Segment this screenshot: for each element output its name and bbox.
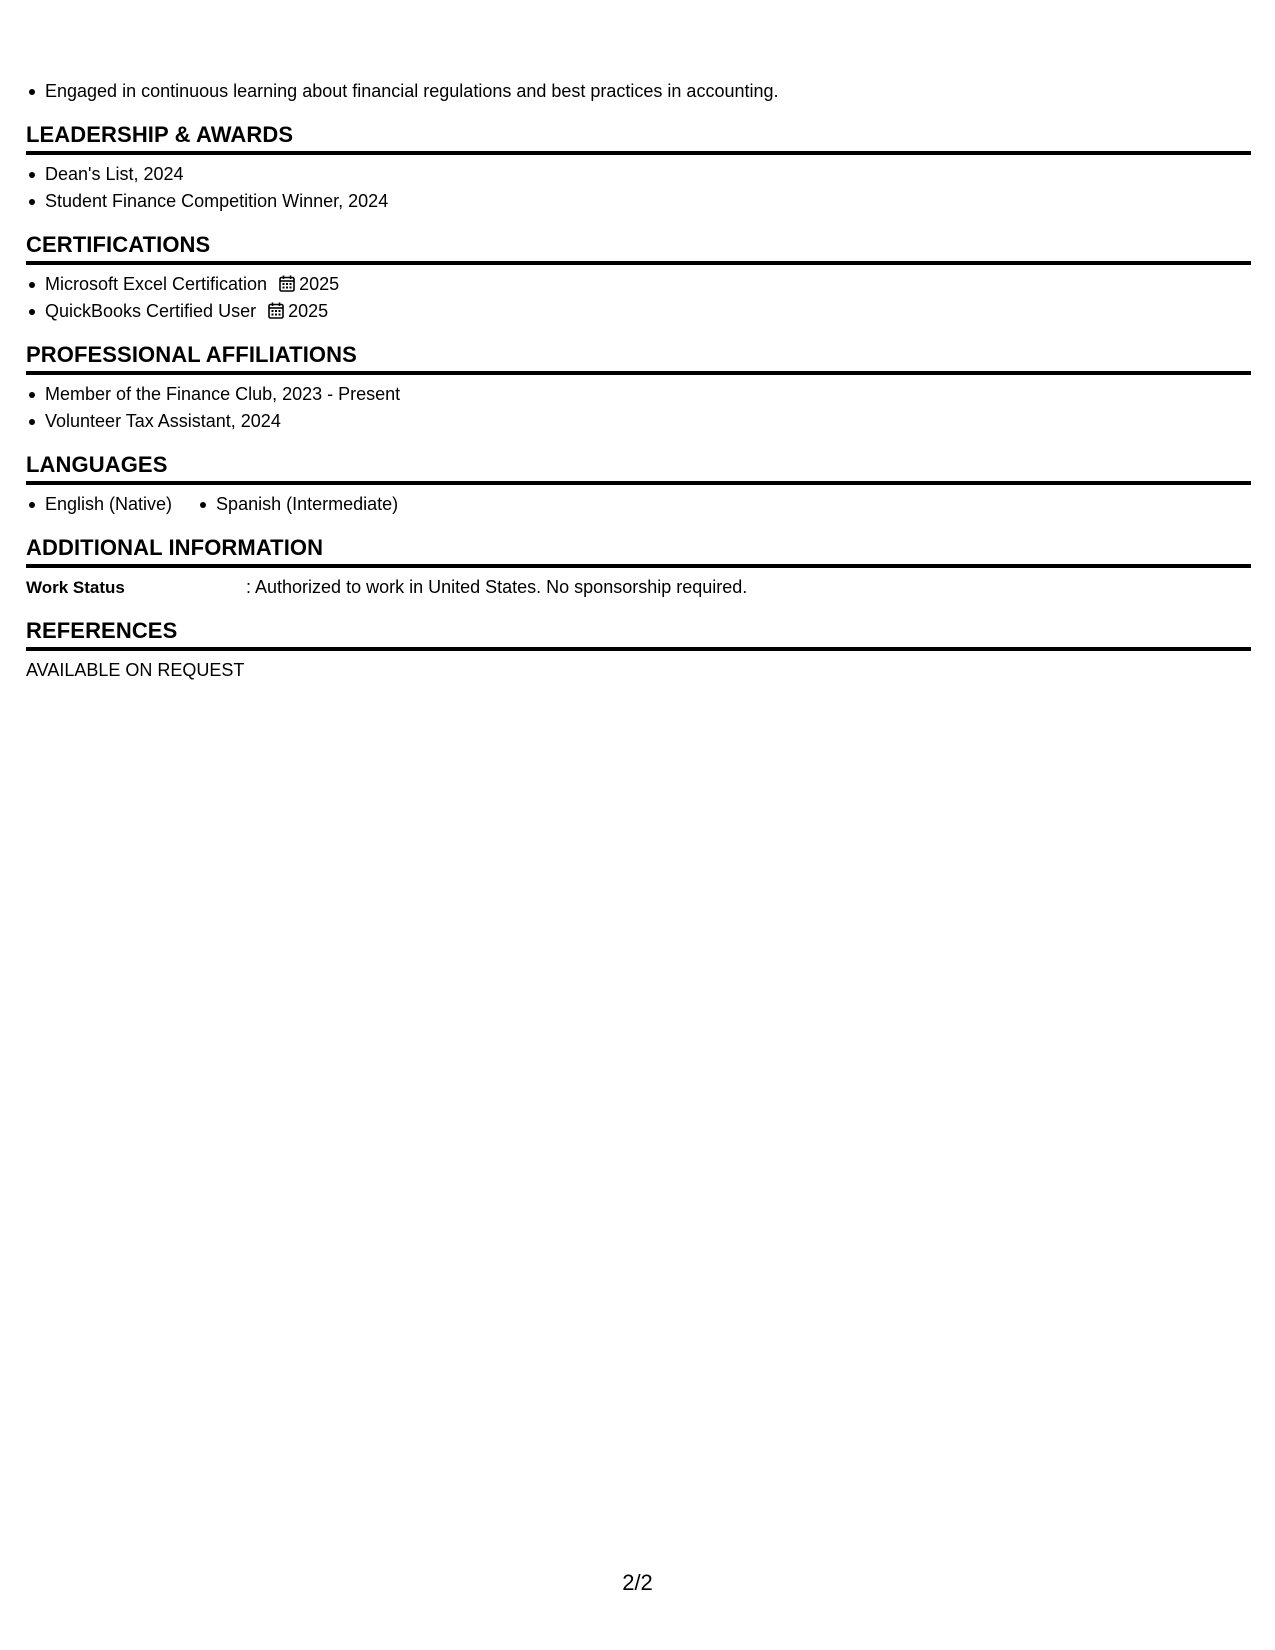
work-status-value: : Authorized to work in United States. No sponsorship required. <box>246 577 748 597</box>
leadership-list <box>26 161 1251 215</box>
section-title: LANGUAGES <box>26 451 1251 485</box>
certification-name: QuickBooks Certified User <box>45 301 257 321</box>
list-item: Spanish (Intermediate) <box>216 491 398 518</box>
certification-year: 2025 <box>288 301 329 321</box>
list-item: Dean's List, 2024 <box>45 161 1251 188</box>
certifications-section <box>26 231 1251 325</box>
certifications-list <box>26 271 1251 325</box>
experience-continued-list <box>26 78 1251 105</box>
calendar-icon <box>268 302 284 319</box>
list-item: English (Native) <box>45 491 172 518</box>
list-item: Member of the Finance Club, 2023 - Present <box>45 381 1251 408</box>
section-title: ADDITIONAL INFORMATION <box>26 534 1251 568</box>
section-title: REFERENCES <box>26 617 1251 651</box>
work-status-label: Work Status <box>26 578 125 597</box>
list-item: Volunteer Tax Assistant, 2024 <box>45 408 1251 435</box>
leadership-section <box>26 121 1251 215</box>
work-status-row <box>26 574 1251 601</box>
languages-list <box>26 491 1251 518</box>
page-number: 2/2 <box>622 1570 653 1595</box>
affiliations-list <box>26 381 1251 435</box>
section-title: CERTIFICATIONS <box>26 231 1251 265</box>
list-item: Engaged in continuous learning about financial regulations and best practices in accounting. <box>45 78 1251 105</box>
section-title: PROFESSIONAL AFFILIATIONS <box>26 341 1251 375</box>
references-text: AVAILABLE ON REQUEST <box>26 660 245 680</box>
certification-name: Microsoft Excel Certification <box>45 274 268 294</box>
certification-year: 2025 <box>299 274 340 294</box>
calendar-icon <box>279 275 295 292</box>
list-item <box>45 271 1251 298</box>
affiliations-section <box>26 341 1251 435</box>
list-item: Student Finance Competition Winner, 2024 <box>45 188 1251 215</box>
languages-section <box>26 451 1251 518</box>
section-title: LEADERSHIP & AWARDS <box>26 121 1251 155</box>
additional-information-section <box>26 534 1251 601</box>
list-item <box>45 298 1251 325</box>
references-section <box>26 617 1251 684</box>
